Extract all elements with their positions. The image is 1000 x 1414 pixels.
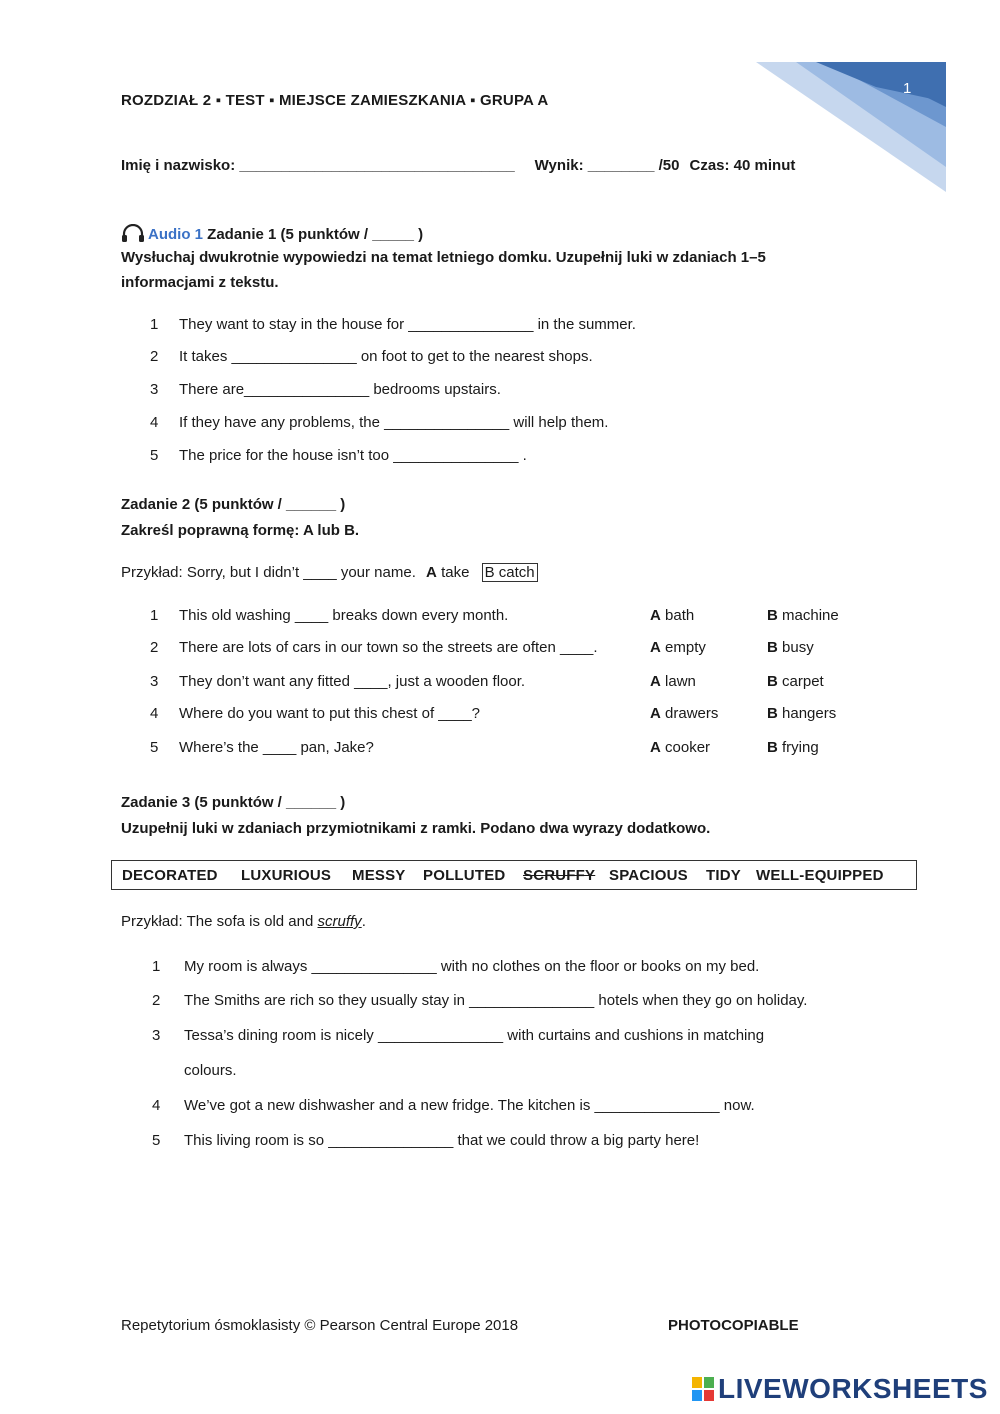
example-text: Przykład: Sorry, but I didn’t ____ your name. bbox=[121, 564, 416, 581]
item-number: 2 bbox=[150, 639, 159, 656]
option-a[interactable]: A drawers bbox=[650, 705, 719, 722]
item-number: 4 bbox=[152, 1097, 161, 1114]
item-number: 5 bbox=[150, 447, 159, 464]
footer-copyright: Repetytorium ósmoklasisty © Pearson Central Europe 2018 bbox=[121, 1317, 519, 1334]
item-text[interactable]: The price for the house isn’t too _______________ . bbox=[179, 447, 527, 464]
score-field[interactable]: Wynik: ________ /50 bbox=[534, 157, 680, 174]
option-a[interactable]: A empty bbox=[650, 639, 706, 656]
item-text[interactable]: My room is always _______________ with no clothes on the floor or books on my bed. bbox=[184, 958, 760, 975]
task1-instruction-line1: Wysłuchaj dwukrotnie wypowiedzi na temat letniego domku. Uzupełnij luki w zdaniach 1–5 bbox=[121, 249, 766, 266]
item-number: 3 bbox=[150, 381, 159, 398]
task3-example bbox=[121, 913, 366, 930]
footer-photocopiable: PHOTOCOPIABLE bbox=[668, 1317, 799, 1334]
task1-title: Zadanie 1 (5 punktów / _____ ) bbox=[207, 226, 424, 243]
task3-heading: Zadanie 3 (5 punktów / ______ ) bbox=[121, 794, 346, 811]
word: TIDY bbox=[706, 867, 741, 884]
word: SPACIOUS bbox=[609, 867, 688, 884]
item-text: They don’t want any fitted ____, just a wooden floor. bbox=[179, 673, 526, 690]
item-text[interactable]: We’ve got a new dishwasher and a new fridge. The kitchen is _______________ now. bbox=[184, 1097, 755, 1114]
example-a-word: take bbox=[441, 564, 470, 581]
item-number: 2 bbox=[152, 992, 161, 1009]
example-word: scruffy bbox=[317, 913, 362, 930]
example-prefix: Przykład: The sofa is old and bbox=[121, 913, 318, 930]
item-text: There are lots of cars in our town so the streets are often ____. bbox=[179, 639, 598, 656]
item-text[interactable]: They want to stay in the house for _______________ in the summer. bbox=[179, 316, 636, 333]
option-b[interactable]: B busy bbox=[767, 639, 814, 656]
item-number: 3 bbox=[152, 1027, 161, 1044]
example-a-letter: A bbox=[426, 564, 437, 581]
task2-example bbox=[121, 564, 538, 581]
word: LUXURIOUS bbox=[241, 867, 332, 884]
item-number: 1 bbox=[150, 316, 159, 333]
option-a[interactable]: A bath bbox=[650, 607, 695, 624]
time-label: Czas: 40 minut bbox=[689, 157, 796, 174]
item-text-continued: colours. bbox=[184, 1062, 237, 1079]
name-field[interactable]: Imię i nazwisko: _________________________________ bbox=[121, 157, 515, 174]
task3-instruction: Uzupełnij luki w zdaniach przymiotnikami z ramki. Podano dwa wyrazy dodatkowo. bbox=[121, 820, 711, 837]
item-number: 4 bbox=[150, 705, 159, 722]
task2-heading: Zadanie 2 (5 punktów / ______ ) bbox=[121, 496, 346, 513]
item-number: 1 bbox=[150, 607, 159, 624]
item-number: 3 bbox=[150, 673, 159, 690]
word: MESSY bbox=[352, 867, 406, 884]
item-number: 2 bbox=[150, 348, 159, 365]
audio-link[interactable]: Audio 1 bbox=[148, 226, 203, 243]
word: DECORATED bbox=[122, 867, 218, 884]
word-box bbox=[111, 860, 917, 890]
option-b[interactable]: B hangers bbox=[767, 705, 837, 722]
option-b[interactable]: B frying bbox=[767, 739, 819, 756]
item-number: 5 bbox=[150, 739, 159, 756]
item-text[interactable]: If they have any problems, the _______________ will help them. bbox=[179, 414, 609, 431]
liveworksheets-watermark bbox=[692, 1373, 988, 1405]
item-text[interactable]: This living room is so _______________ that we could throw a big party here! bbox=[184, 1132, 700, 1149]
item-number: 4 bbox=[150, 414, 159, 431]
example-b-answer: B catch bbox=[482, 563, 538, 582]
example-suffix: . bbox=[361, 913, 366, 930]
page-title: ROZDZIAŁ 2 ▪ TEST ▪ MIEJSCE ZAMIESZKANIA ▪ GRUPA A bbox=[121, 92, 549, 109]
option-a[interactable]: A lawn bbox=[650, 673, 696, 690]
task1-instruction-line2: informacjami z tekstu. bbox=[121, 274, 279, 291]
liveworksheets-logo-icon bbox=[692, 1377, 714, 1401]
word: WELL-EQUIPPED bbox=[756, 867, 884, 884]
option-b[interactable]: B carpet bbox=[767, 673, 824, 690]
item-text: Where do you want to put this chest of ____? bbox=[179, 705, 481, 722]
page-number: 1 bbox=[903, 80, 912, 97]
word-crossed-out: SCRUFFY bbox=[523, 867, 596, 884]
task2-instruction: Zakreśl poprawną formę: A lub B. bbox=[121, 522, 360, 539]
option-a[interactable]: A cooker bbox=[650, 739, 711, 756]
item-text[interactable]: The Smiths are rich so they usually stay in _______________ hotels when they go on holiday. bbox=[184, 992, 808, 1009]
item-text[interactable]: There are_______________ bedrooms upstairs. bbox=[179, 381, 501, 398]
item-text[interactable]: It takes _______________ on foot to get to the nearest shops. bbox=[179, 348, 593, 365]
liveworksheets-text: LIVEWORKSHEETS bbox=[718, 1373, 988, 1404]
item-text[interactable]: Tessa’s dining room is nicely _______________ with curtains and cushions in matching bbox=[184, 1027, 765, 1044]
option-b[interactable]: B machine bbox=[767, 607, 839, 624]
task1-heading bbox=[121, 224, 423, 246]
item-text: Where’s the ____ pan, Jake? bbox=[179, 739, 374, 756]
word: POLLUTED bbox=[423, 867, 506, 884]
headphones-icon bbox=[121, 224, 145, 246]
student-info-line bbox=[121, 157, 795, 174]
item-number: 5 bbox=[152, 1132, 161, 1149]
item-number: 1 bbox=[152, 958, 161, 975]
item-text: This old washing ____ breaks down every month. bbox=[179, 607, 509, 624]
